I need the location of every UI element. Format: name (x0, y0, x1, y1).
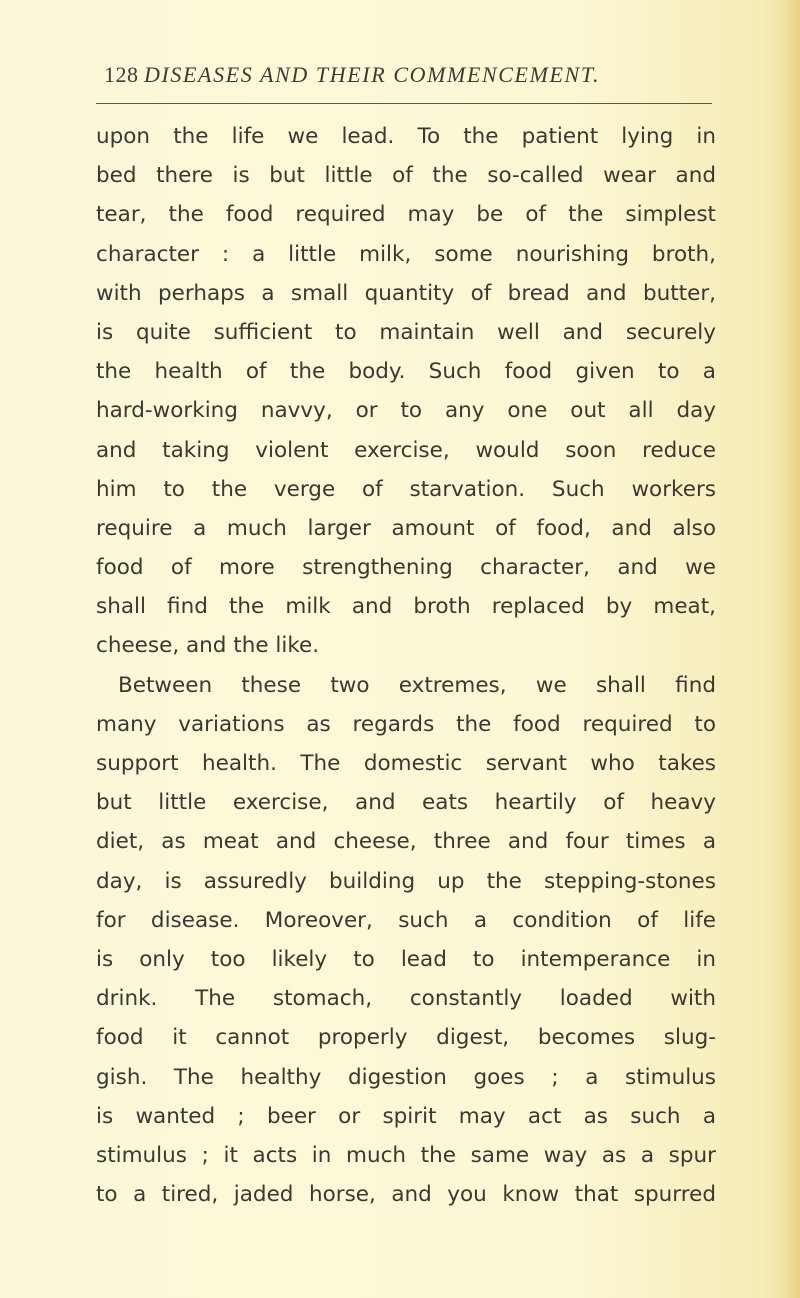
page-edge-shadow (782, 0, 800, 1298)
text-line: shall find the milk and broth replaced by meat, (96, 594, 716, 620)
text-line: hard-working navvy, or to any one out all day (96, 398, 716, 424)
text-line: him to the verge of starvation. Such workers (96, 476, 716, 502)
text-line: day, is assuredly building up the stepping-stones (96, 868, 716, 894)
text-line: is only too likely to lead to intemperance in (96, 946, 716, 972)
text-line: cheese, and the like. (96, 633, 320, 659)
text-line: upon the life we lead. To the patient lying in (96, 124, 716, 149)
body-text (96, 117, 716, 1214)
text-line: is wanted ; beer or spirit may act as such a (96, 1103, 716, 1129)
text-line: many variations as regards the food required to (96, 711, 716, 737)
text-line: bed there is but little of the so-called wear and (96, 163, 716, 189)
text-line: but little exercise, and eats heartily of heavy (96, 790, 716, 816)
text-line: food of more strengthening character, and we (96, 555, 716, 581)
running-head (104, 58, 714, 98)
text-line: require a much larger amount of food, and also (96, 515, 716, 541)
page-number: 128 (104, 62, 139, 87)
text-line: food it cannot properly digest, becomes slug- (96, 1025, 716, 1051)
text-line: to a tired, jaded horse, and you know that spurred (96, 1182, 716, 1208)
text-line: character : a little milk, some nourishing broth, (96, 241, 716, 267)
text-line: is quite sufficient to maintain well and securely (96, 319, 716, 345)
text-line: with perhaps a small quantity of bread and butter, (96, 280, 716, 306)
text-line: drink. The stomach, constantly loaded with (96, 986, 716, 1012)
text-line: the health of the body. Such food given to a (96, 359, 716, 385)
text-line: support health. The domestic servant who takes (96, 751, 716, 776)
text-line: tear, the food required may be of the simplest (96, 202, 716, 228)
text-line: gish. The healthy digestion goes ; a stimulus (96, 1064, 716, 1090)
text-line: stimulus ; it acts in much the same way as a spur (96, 1142, 716, 1168)
running-title: DISEASES AND THEIR COMMENCEMENT. (144, 62, 601, 87)
text-line: diet, as meat and cheese, three and four times a (96, 829, 716, 855)
header-rule (96, 103, 712, 104)
text-line: for disease. Moreover, such a condition of life (96, 907, 716, 933)
text-line: Between these two extremes, we shall find (118, 672, 716, 698)
text-line: and taking violent exercise, would soon reduce (96, 437, 716, 463)
